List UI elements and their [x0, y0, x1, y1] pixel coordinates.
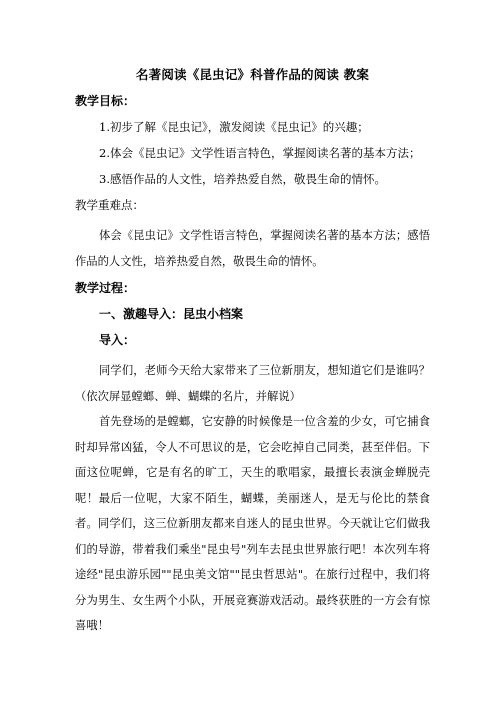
objective-item-1: 1.初步了解《昆虫记》，激发阅读《昆虫记》的兴趣； [99, 120, 369, 134]
document-title: 名著阅读《昆虫记》科普作品的阅读 教案 [135, 67, 370, 82]
process-heading: 教学过程： [75, 281, 136, 295]
objectives-heading: 教学目标： [75, 94, 136, 108]
objective-item-3: 3.感悟作品的人文性，培养热爱自然，敬畏生命的情怀。 [99, 172, 386, 186]
intro-paragraph-2: 首先登场的是螳螂，它安静的时候像是一位含羞的少女，可它捕食时却异常凶猛，令人不可思议的是，它会吃掉自己同类，甚至伴侣。下面这位呢蝉，它是有名的旷工，天生的歌唱家，最擅长表演金蝉脱壳呢！最后一位呢，大家不陌生，蝴蝶，美丽迷人，是无与伦比的禁食者。同学们，这三位新朋友都来自迷人的昆虫世界。今天就让它们做我们的导游，带着我们乘坐"昆虫号"列车去昆虫世界旅行吧！本次列车将途经"昆虫游乐园""昆虫美文馆""昆虫哲思站"。在旅行过程中，我们将分为男生、女生两个小队，开展竞赛游戏活动。最终获胜的一方会有惊喜哦！ [75, 415, 430, 632]
section1-heading: 一、激趣导入：昆虫小档案 [99, 307, 244, 321]
intro-paragraph-1: 同学们，老师今天给大家带来了三位新朋友，想知道它们是谁吗？（依次屏显螳螂、蝉、蝴蝶的名片，并解说） [75, 364, 430, 403]
objective-item-2: 2.体会《昆虫记》文学性语言特色，掌握阅读名著的基本方法； [99, 146, 421, 160]
section1-subheading: 导入： [99, 333, 136, 347]
key-points-text: 体会《昆虫记》文学性语言特色，掌握阅读名著的基本方法；感悟作品的人文性，培养热爱自然，敬畏生命的情怀。 [75, 229, 430, 268]
key-points-heading: 教学重难点： [75, 198, 144, 212]
